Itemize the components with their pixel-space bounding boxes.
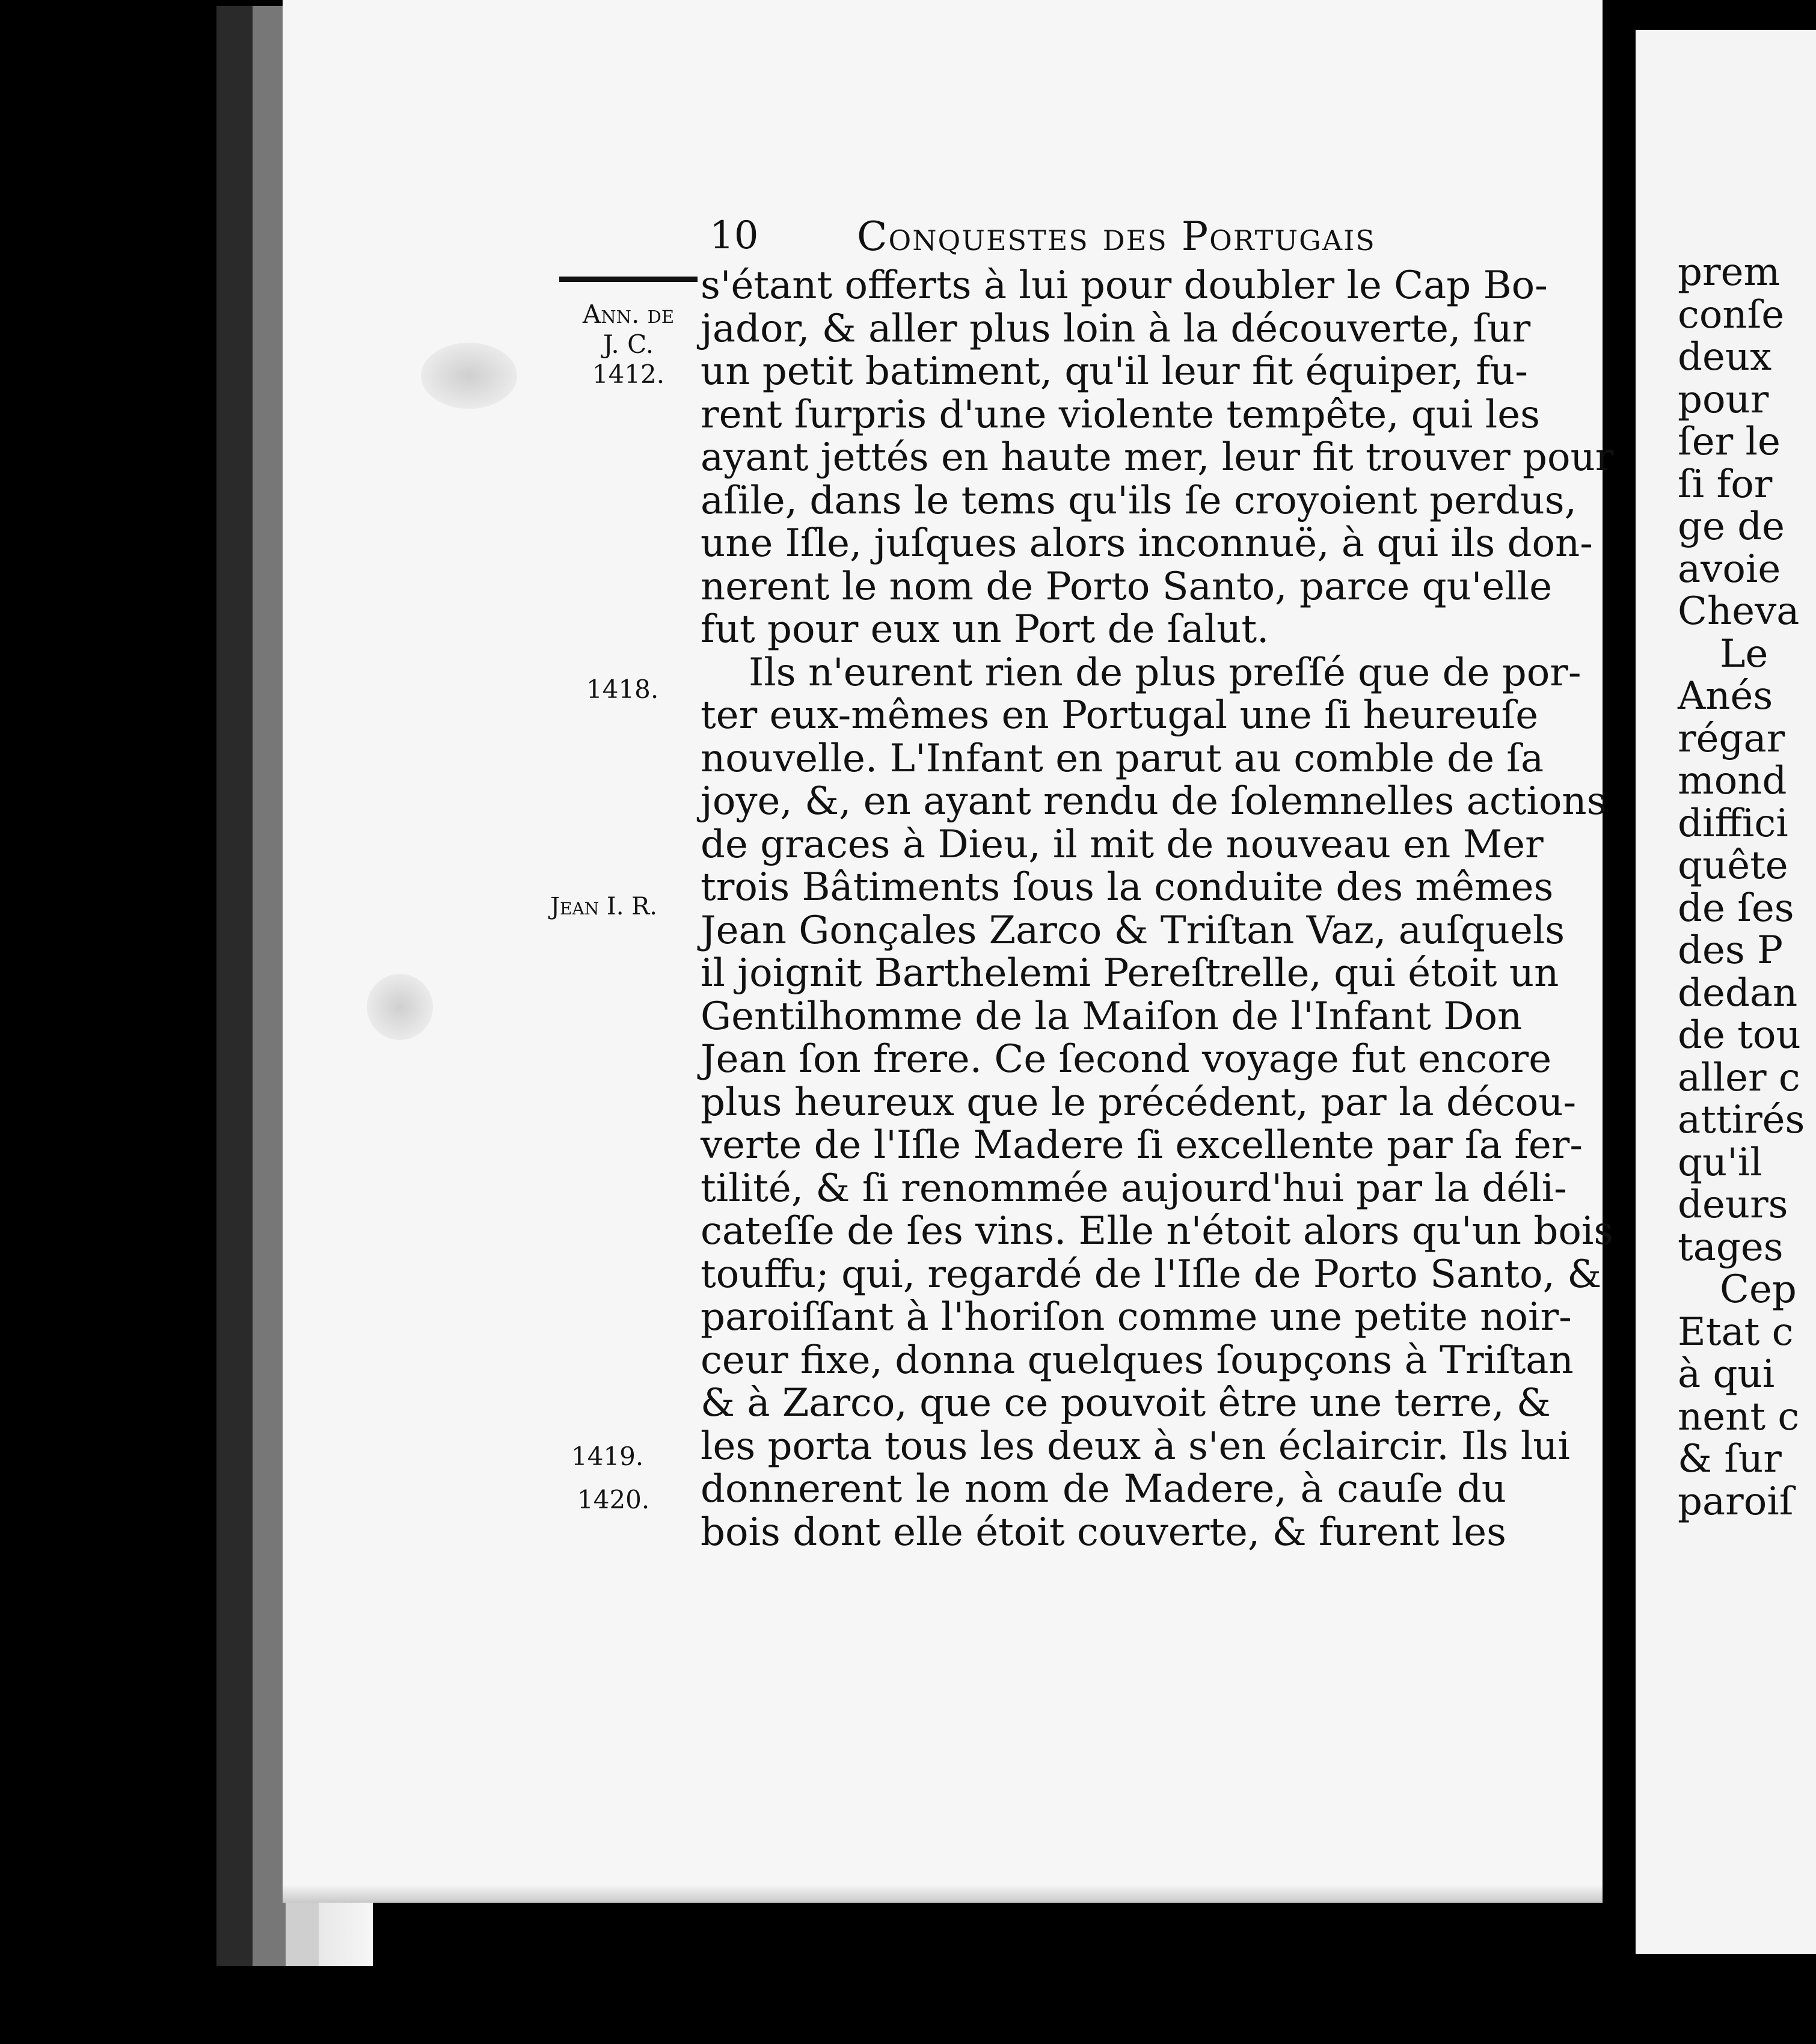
text-line: ayant jettés en haute mer, leur fit trouver pour [701,435,1614,480]
right-page-line: à qui [1678,1352,1775,1397]
right-page-line: aller c [1678,1055,1800,1100]
right-page-line: des P [1678,928,1784,973]
right-page-line: dedan [1678,970,1798,1015]
right-page-line: quête [1678,843,1788,888]
text-line: un petit batiment, qu'il leur fit équiper, fu- [701,349,1528,394]
text-line: une Iſle, juſques alors inconnuë, à qui ils don- [701,521,1593,566]
margin-note-anno [562,299,695,390]
text-line: Ils n'eurent rien de plus preſſé que de por- [749,650,1581,695]
paper-smudge [421,343,517,409]
text-line: trois Bâtiments ſous la conduite des mêmes [701,865,1554,910]
text-line: nerent le nom de Porto Santo, parce qu'elle [701,564,1553,609]
margin-note-year: 1420. [577,1485,650,1514]
page-number: 10 [710,213,759,258]
margin-note-year: 1419. [571,1442,644,1471]
text-line: donnerent le nom de Madere, à cauſe du [701,1467,1506,1511]
text-line: nouvelle. L'Infant en parut au comble de ſa [701,736,1544,781]
right-page-line: ſi for [1678,462,1773,507]
right-page-line: & ſur [1678,1437,1782,1481]
right-page-line: paroiſ [1678,1479,1794,1524]
text-line: cateſſe de ſes vins. Elle n'étoit alors qu'un bois [701,1209,1614,1253]
paper-smudge [367,974,433,1040]
text-line: ter eux-mêmes en Portugal une ſi heureuſe [701,693,1539,738]
text-line: & à Zarco, que ce pouvoit être une terre, & [701,1381,1551,1425]
right-page-line: avoie [1678,546,1781,592]
text-line: touffu; qui, regardé de l'Iſle de Porto Santo, & [701,1252,1602,1297]
spine-band [216,6,253,1966]
margin-rule [559,277,698,282]
text-line: fut pour eux un Port de ſalut. [701,607,1269,652]
text-line: jador, & aller plus loin à la découverte, ſur [701,306,1531,351]
margin-note-anno-line: 1412. [592,360,665,389]
right-page-line: régar [1678,716,1785,761]
right-page-line: Le [1720,631,1768,676]
margin-note-anno-line: J. C. [603,329,654,359]
text-line: verte de l'Iſle Madere ſi excellente par ſa fer- [701,1123,1583,1167]
text-line: tilité, & ſi renommée aujourd'hui par la déli- [701,1166,1567,1211]
right-page-text [1678,251,1816,1523]
right-page-line: qu'il [1678,1140,1762,1185]
right-page-line: deurs [1678,1183,1788,1227]
text-line: joye, &, en ayant rendu de ſolemnelles actions [701,779,1607,824]
right-page-line: ge de [1678,504,1785,549]
right-page-line: prem [1678,250,1781,295]
text-line: aſile, dans le tems qu'ils ſe croyoient perdus, [701,478,1577,523]
text-line: plus heureux que le précédent, par la décou- [701,1080,1577,1125]
right-page-line: de tou [1678,1013,1801,1057]
running-title: Conquestes des Portugais [857,213,1376,260]
text-line: s'étant offerts à lui pour doubler le Cap Bo- [701,263,1548,308]
margin-note-king: Jean I. R. [550,893,657,920]
text-line: bois dont elle étoit couverte, & furent les [701,1510,1506,1555]
right-page-line: mond [1678,759,1787,803]
text-line: de graces à Dieu, il mit de nouveau en Mer [701,822,1544,867]
spine-band [253,6,286,1966]
right-page-line: nent c [1678,1394,1800,1439]
margin-note-year: 1418. [586,675,659,704]
text-line: Jean Gonçales Zarco & Triſtan Vaz, auſquels [701,908,1565,953]
body-text [701,263,1614,1555]
right-page-line: deux [1678,335,1772,379]
right-page-line: Cheva [1678,589,1800,634]
running-head [710,213,1479,268]
text-line: ceur fixe, donna quelques ſoupçons à Triſtan [701,1338,1574,1383]
text-line: Gentilhomme de la Maiſon de l'Infant Don [701,994,1523,1039]
right-page-line: diffici [1678,801,1788,846]
text-line: il joignit Barthelemi Pereſtrelle, qui étoit un [701,951,1559,996]
book-spine-edge [90,0,283,1972]
right-page-line: Etat c [1678,1309,1794,1354]
right-page-line: de ſes [1678,886,1794,931]
text-line: paroiſſant à l'horiſon comme une petite noir- [701,1295,1572,1339]
right-page-line: Cep [1720,1267,1797,1312]
right-page-line: conſe [1678,292,1785,337]
text-line: rent ſurpris d'une violente tempête, qui les [701,392,1540,437]
text-line: Jean ſon frere. Ce ſecond voyage fut encore [701,1037,1552,1082]
right-page-line: pour [1678,377,1769,422]
right-page-line: tages [1678,1225,1784,1270]
right-page-line: ſer le [1678,420,1781,464]
margin-note-anno-line: Ann. de [582,299,675,329]
text-line: les porta tous les deux à s'en éclaircir. Ils lui [701,1424,1570,1469]
right-page-line: attirés [1678,1098,1805,1142]
right-page-line: Anés [1678,674,1773,718]
